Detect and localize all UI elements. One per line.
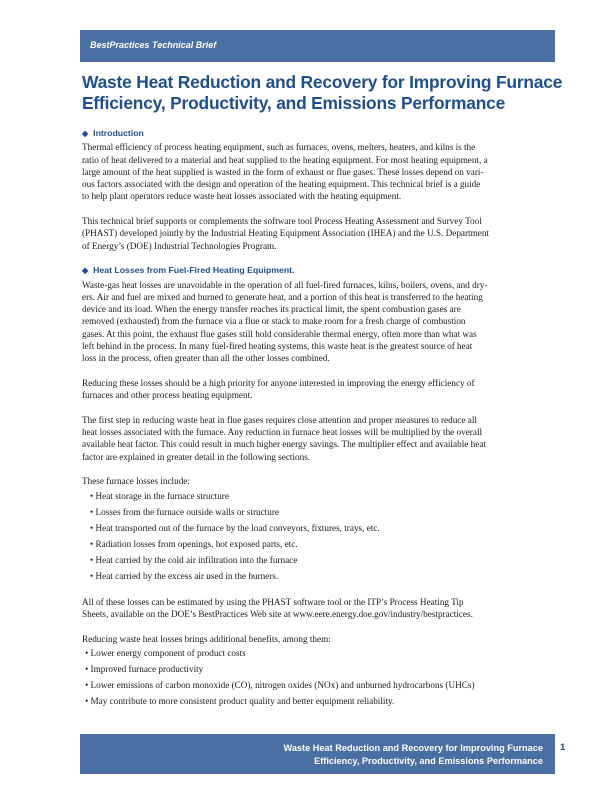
text-line: factor are explained in greater detail in the following sections. bbox=[82, 451, 311, 462]
text-line: removed (exhausted) from the furnace via a flue or stack to make room for a fresh charge of combustion bbox=[82, 316, 466, 327]
footer-banner bbox=[80, 734, 555, 774]
benefits-intro: Reducing waste heat losses brings additional benefits, among them: bbox=[82, 633, 331, 644]
title-line: Efficiency, Productivity, and Emissions Performance bbox=[82, 93, 506, 113]
list-item: • Heat storage in the furnace structure bbox=[90, 490, 229, 501]
footer-title bbox=[283, 742, 543, 767]
text-line: The first step in reducing waste heat in flue gases requires close attention and proper measures to reduce all bbox=[82, 414, 477, 425]
document-body bbox=[82, 127, 554, 721]
title-line: Waste Heat Reduction and Recovery for Improving Furnace bbox=[82, 72, 563, 92]
text-line: This technical brief supports or complements the software tool Process Heating Assessment and Survey Tool bbox=[82, 216, 482, 227]
banner-label: BestPractices Technical Brief bbox=[90, 40, 217, 50]
text-line: available heat factor. This could result in much higher energy savings. The multiplier effect and available heat bbox=[82, 439, 486, 450]
text-line: large amount of the heat supplied is wasted in the form of exhaust or flue gases. These losses depend on vari- bbox=[82, 166, 484, 177]
paragraph bbox=[82, 414, 554, 463]
text-line: heat losses associated with the furnace. Any reduction in furnace heat losses will be multiplied by the overall bbox=[82, 427, 483, 438]
paragraph bbox=[82, 141, 554, 202]
paragraph bbox=[82, 377, 554, 402]
losses-intro: These furnace losses include: bbox=[82, 476, 190, 487]
list-item: • Lower energy component of product costs bbox=[85, 648, 246, 659]
text-line: Waste-gas heat losses are unavoidable in the operation of all fuel-fired furnaces, kilns, boilers, ovens, and dry- bbox=[82, 279, 488, 290]
list-item: • Radiation losses from openings, hot exposed parts, etc. bbox=[90, 538, 298, 549]
section-heading-text: Introduction bbox=[93, 128, 144, 138]
diamond-icon: ◆ bbox=[82, 266, 89, 276]
footer-title-line: Efficiency, Productivity, and Emissions Performance bbox=[314, 755, 543, 766]
text-line: Sheets, available on the DOE’s BestPractices Web site at www.eere.energy.doe.gov/industry/bestpractices. bbox=[82, 609, 473, 620]
section-heading-heat-losses bbox=[82, 264, 554, 277]
section-heading-text: Heat Losses from Fuel-Fired Heating Equipment. bbox=[93, 265, 295, 276]
list-item: • Heat transported out of the furnace by the load conveyors, fixtures, trays, etc. bbox=[90, 522, 380, 533]
text-line: ers. Air and fuel are mixed and burned to generate heat, and a portion of this heat is transferred to the heating bbox=[82, 291, 483, 302]
losses-list bbox=[82, 488, 554, 584]
diamond-icon: ◆ bbox=[82, 129, 89, 138]
text-line: left behind in the process. In many fuel-fired heating systems, this waste heat is the greatest source of heat bbox=[82, 341, 473, 352]
text-line: ous factors associated with the design and operation of the heating equipment. This technical brief is a guide bbox=[82, 179, 481, 190]
text-line: gases. At this point, the exhaust flue gases still hold considerable thermal energy, often more than what was bbox=[82, 328, 477, 339]
benefits-list bbox=[82, 645, 554, 709]
list-item: • Lower emissions of carbon monoxide (CO), nitrogen oxides (NOx) and unburned hydrocarbons (UHCs) bbox=[85, 680, 475, 691]
text-line: to help plant operators reduce waste heat losses associated with the heating equipment. bbox=[82, 191, 402, 202]
text-line: of Energy’s (DOE) Industrial Technologies Program. bbox=[82, 240, 277, 251]
paragraph bbox=[82, 596, 554, 621]
list-item: • Losses from the furnace outside walls or structure bbox=[90, 506, 279, 517]
list-item: • Heat carried by the excess air used in the burners. bbox=[90, 570, 279, 581]
page-number: 1 bbox=[560, 742, 566, 753]
text-line: Reducing these losses should be a high priority for anyone interested in improving the energy efficiency of bbox=[82, 377, 475, 388]
header-banner bbox=[80, 30, 555, 62]
text-line: furnaces and other process heating equipment. bbox=[82, 390, 253, 401]
paragraph bbox=[82, 279, 554, 365]
text-line: Thermal efficiency of process heating equipment, such as furnaces, ovens, melters, heaters, and kilns is the bbox=[82, 142, 476, 153]
list-item: • Heat carried by the cold air infiltration into the furnace bbox=[90, 554, 298, 565]
paragraph bbox=[82, 215, 554, 252]
list-item: • Improved furnace productivity bbox=[85, 664, 204, 675]
text-line: All of these losses can be estimated by using the PHAST software tool or the ITP’s Process Heating Tip bbox=[82, 596, 464, 607]
text-line: ratio of heat delivered to a material and heat supplied to the heating equipment. For most heating equipment, a bbox=[82, 154, 488, 165]
list-item: • May contribute to more consistent product quality and better equipment reliability. bbox=[85, 696, 395, 707]
section-heading-introduction bbox=[82, 127, 554, 140]
text-line: loss in the process, often greater than all the other losses combined. bbox=[82, 353, 330, 364]
footer-title-line: Waste Heat Reduction and Recovery for Improving Furnace bbox=[283, 743, 543, 753]
text-line: (PHAST) developed jointly by the Industrial Heating Equipment Association (IHEA) and the U.S. Department bbox=[82, 228, 489, 239]
text-line: device and its load. When the energy transfer reaches its practical limit, the spent combustion gases are bbox=[82, 304, 461, 315]
page-title bbox=[82, 72, 562, 114]
